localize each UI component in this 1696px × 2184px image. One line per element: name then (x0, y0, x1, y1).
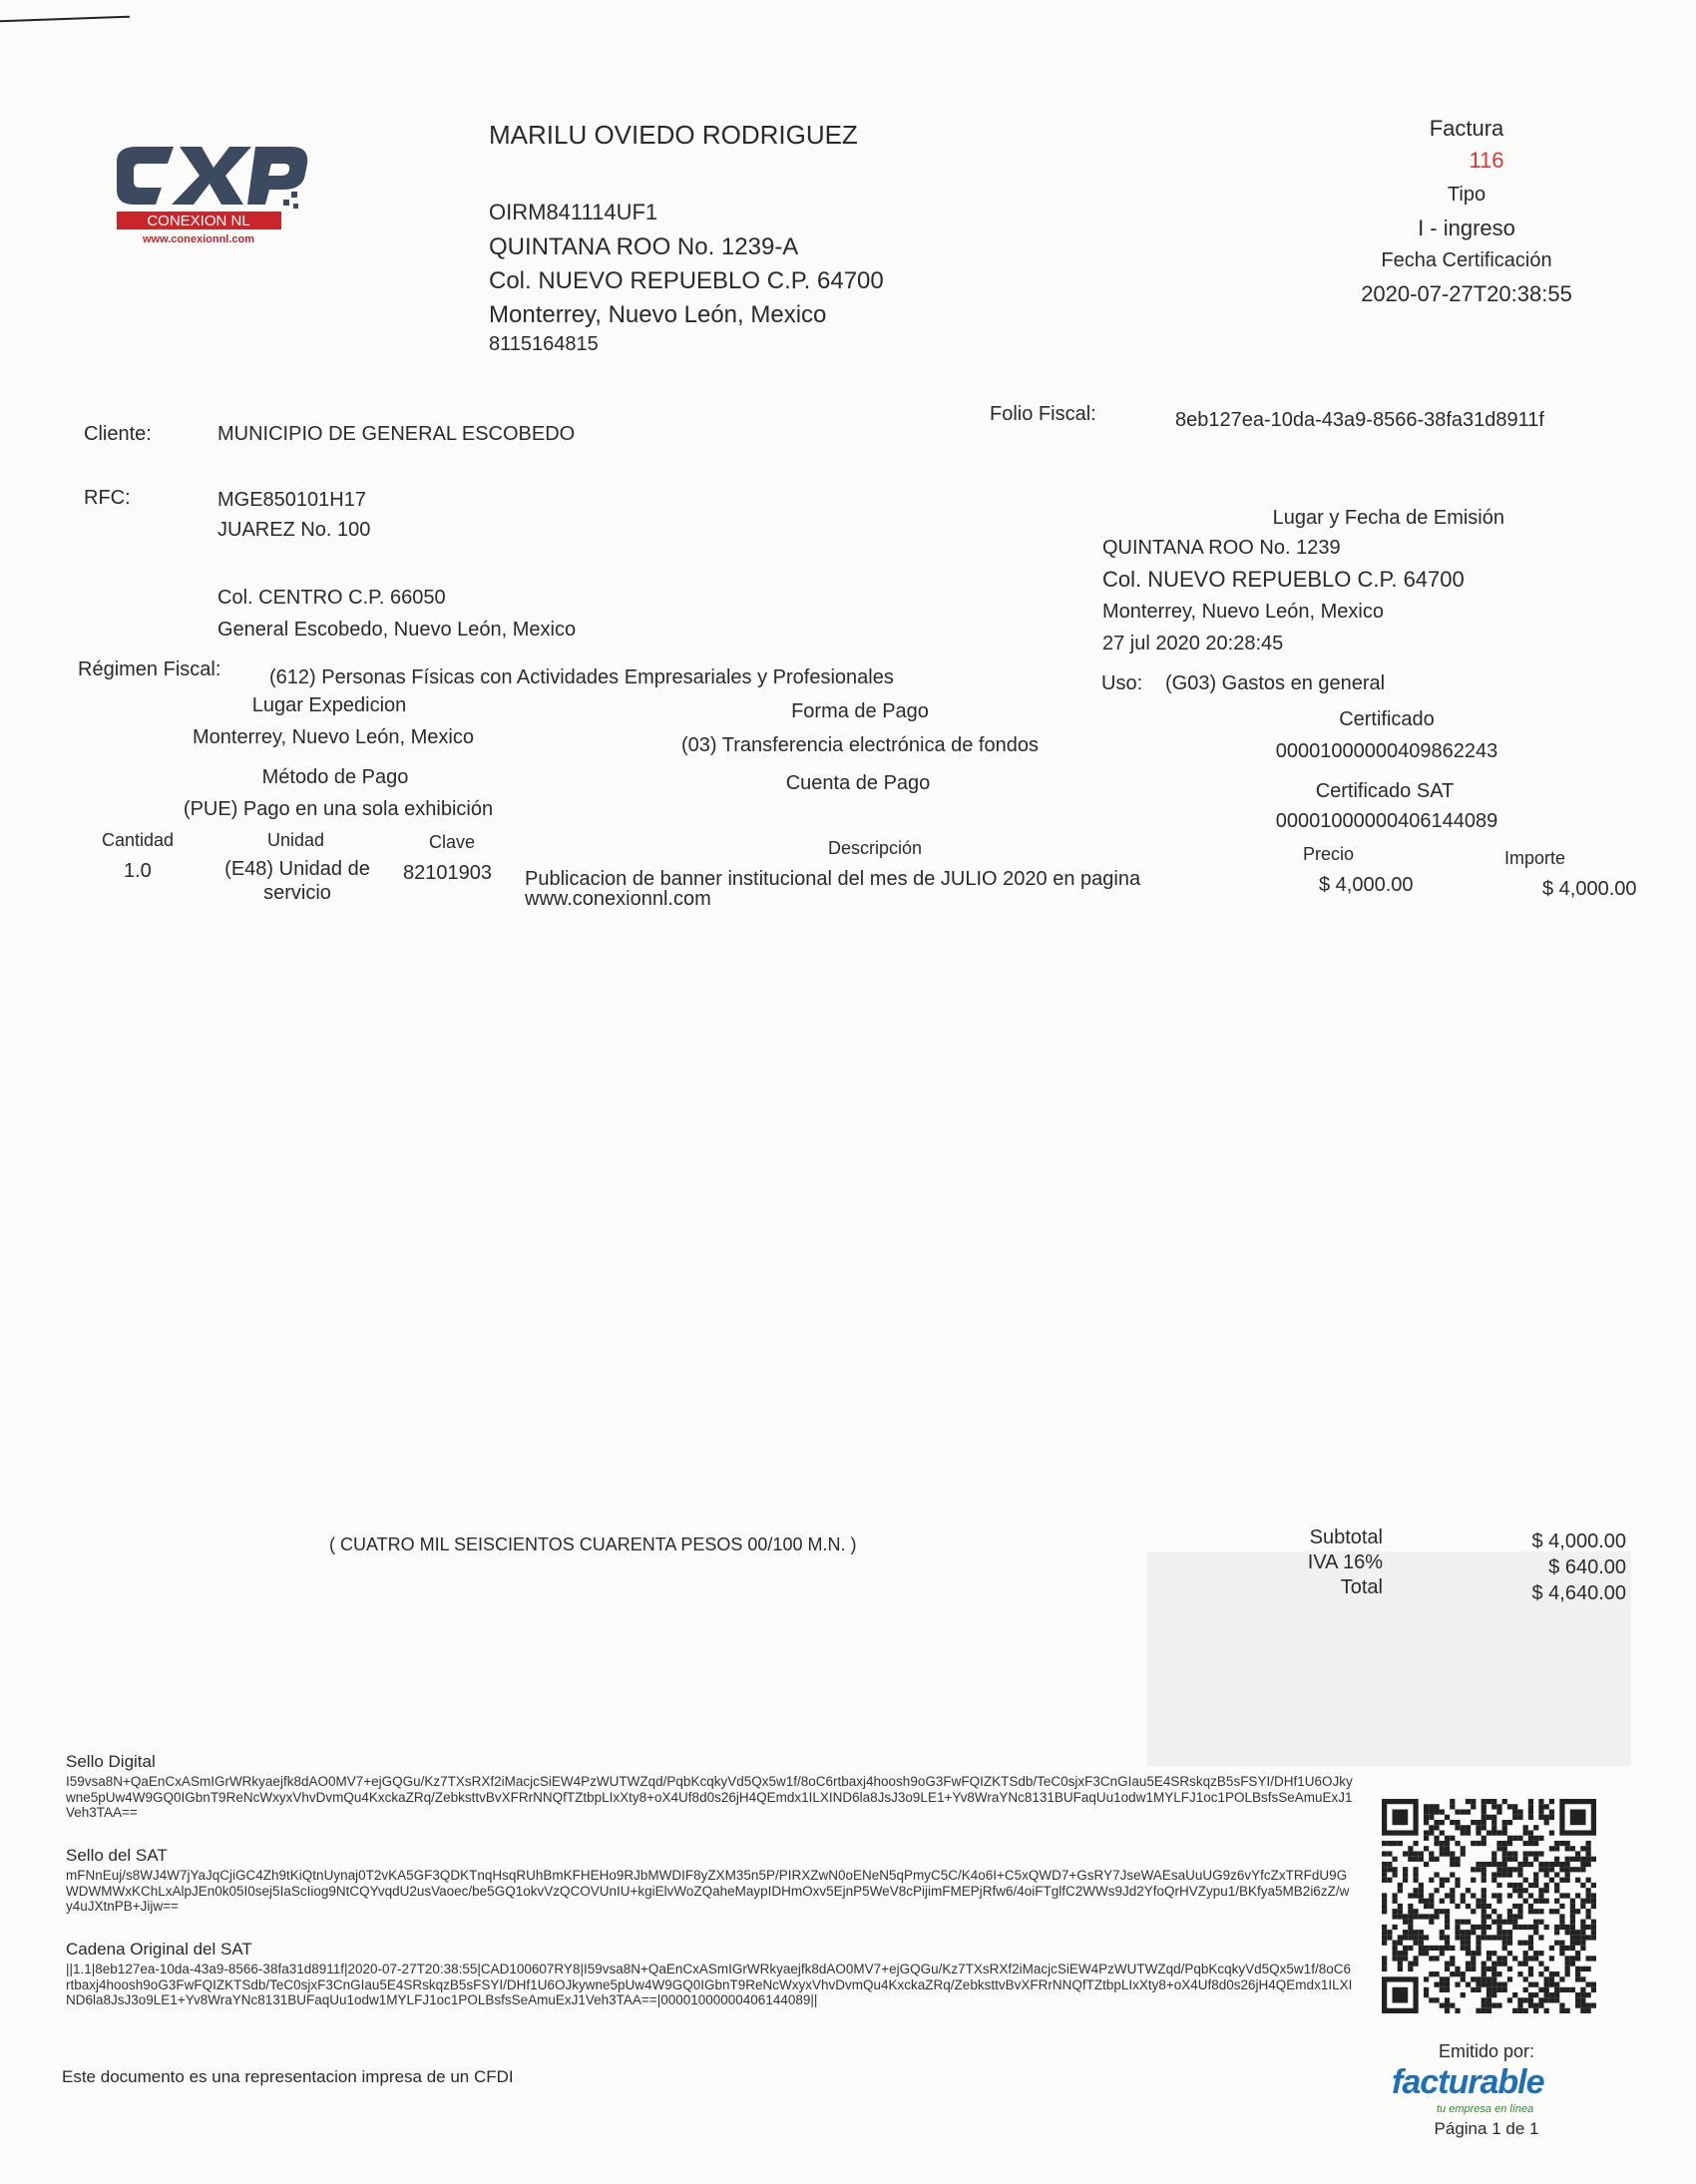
metodo-pago-label: Método de Pago (261, 766, 409, 788)
uso-value: (G03) Gastos en general (1165, 672, 1386, 694)
iva-label: IVA 16% (1307, 1551, 1383, 1573)
col-clave: Clave (429, 832, 476, 852)
emisor-rfc: OIRM841114UF1 (489, 200, 658, 224)
emision-city: Monterrey, Nuevo León, Mexico (1102, 601, 1384, 623)
regimen-label: Régimen Fiscal: (78, 658, 221, 680)
sello-sat-value: mFNnEuj/s8WJ4W7jYaJqCjiGC4Zh9tKiQtnUynaj0T2vKA5GF3QDKTnqHsqRUhBmKFHEHo9RJbMWDIF8yZXM35n5P/PIRXZwN0oENeN5qPmyC5C/K4o6I+C5xQWD7+GsRY7JseWAEsaUuUG9z6vYfcZxTRFdU9GWDWMWxKChLxAlpJEn0k05I0sej5IaScIiog9NtCQYvqdU2usVaoec/be5GQ1okvVzQCOVUnIU+kgiElvWoZQaheMaypIDHmOxv5EjnP5WeV8cPijimFMEPjRfw6/4oiFTglfC2WWs9Jd2YfoQrHVZypu1/BKfya5MB2i6zZ/wy4uJXtnPB+Jijw== (66, 1868, 1350, 1914)
emision-colony: Col. NUEVO REPUEBLO C.P. 64700 (1102, 567, 1465, 592)
rfc-label: RFC: (84, 487, 131, 509)
facturable-tagline: tu empresa en línea (1437, 2103, 1534, 2115)
row-importe: $ 4,000.00 (1542, 878, 1637, 900)
cliente-name: MUNICIPIO DE GENERAL ESCOBEDO (217, 423, 576, 445)
cuenta-pago-label: Cuenta de Pago (785, 772, 931, 794)
tipo-value: I - ingreso (1418, 216, 1515, 240)
subtotal-label: Subtotal (1309, 1527, 1383, 1548)
certificado-sat-value: 00001000000406144089 (1275, 810, 1498, 832)
emision-date: 27 jul 2020 20:28:45 (1102, 633, 1284, 655)
uso-label: Uso: (1101, 672, 1143, 694)
cliente-rfc: MGE850101H17 (217, 489, 366, 511)
row-cantidad: 1.0 (124, 860, 152, 882)
emisor-city: Monterrey, Nuevo León, Mexico (489, 301, 827, 328)
facturable-logo: facturable (1392, 2063, 1544, 2101)
subtotal-value: $ 4,000.00 (1531, 1530, 1626, 1552)
col-precio: Precio (1303, 844, 1355, 864)
total-words: ( CUATRO MIL SEISCIENTOS CUARENTA PESOS 00/100 M.N. ) (329, 1534, 857, 1554)
factura-label: Factura (1429, 116, 1504, 141)
sello-sat-label: Sello del SAT (66, 1846, 168, 1865)
cadena-value: ||1.1|8eb127ea-10da-43a9-8566-38fa31d8911f|2020-07-27T20:38:55|CAD100607RY8|I59vsa8N+QaEnCxASmIGrWRkyaejfk8dAO0MV7+ejGQGu/Kz7TXsRXf2iMacjcSiEW4PzWUTWZqd/PqbKcqkyVd5Qx5w1f/8oC6rtbaxj4hoosh9oG3FwFQIZKTSdb/TeC0sjxF3CnGIau5E4SRskqzB5sFSYI/DHf1U6OJkywne5pUw4W9GQ0IGbnT9ReNcWxyxVhvDvmQu4KxckaZRq/ZebksttvBvXFRrNNQfTZtbpLIxXty8+oX4Uf8d0s26jH4QEmdx1ILXIND6la8JsJ3o9LE1+Yv8WraYNc8131BUFaqUu1odw1MYLFJ1oc1POLBsfsSeAmuExJ1Veh3TAA==|00001000000406144089|| (66, 1962, 1353, 2007)
cxp-logo (112, 142, 311, 251)
forma-pago-value: (03) Transferencia electrónica de fondos (681, 734, 1039, 756)
lugar-exp-label: Lugar Expedicion (251, 694, 407, 716)
col-descripcion: Descripción (828, 838, 923, 858)
tipo-label: Tipo (1447, 184, 1486, 206)
row-unidad-line1: (E48) Unidad de (224, 858, 370, 880)
total-value: $ 4,640.00 (1531, 1582, 1626, 1604)
scan-mark (0, 16, 130, 23)
fecha-cert-label: Fecha Certificación (1381, 249, 1552, 271)
emision-street: QUINTANA ROO No. 1239 (1102, 537, 1341, 559)
certificado-label: Certificado (1339, 708, 1435, 730)
total-label: Total (1340, 1576, 1383, 1598)
emisor-colony: Col. NUEVO REPUEBLO C.P. 64700 (489, 267, 884, 294)
row-desc-line2: www.conexionnl.com (525, 888, 711, 910)
cadena-label: Cadena Original del SAT (66, 1940, 252, 1959)
col-cantidad: Cantidad (102, 830, 175, 850)
fecha-cert-value: 2020-07-27T20:38:55 (1361, 281, 1572, 306)
row-precio: $ 4,000.00 (1319, 874, 1414, 896)
emitido-label: Emitido por: (1438, 2041, 1535, 2061)
cliente-label: Cliente: (84, 423, 152, 445)
certificado-sat-label: Certificado SAT (1315, 780, 1455, 802)
row-desc-line1: Publicacion de banner institucional del mes de JULIO 2020 en pagina (525, 868, 1141, 890)
iva-value: $ 640.00 (1548, 1556, 1626, 1578)
cfdi-note: Este documento es una representacion impresa de un CFDI (62, 2067, 514, 2086)
row-unidad-line2: servicio (263, 882, 331, 904)
row-clave: 82101903 (403, 862, 492, 884)
forma-pago-label: Forma de Pago (791, 700, 929, 722)
folio-value: 8eb127ea-10da-43a9-8566-38fa31d8911f (1175, 409, 1544, 431)
cliente-colony: Col. CENTRO C.P. 66050 (217, 587, 446, 609)
cliente-street: JUAREZ No. 100 (217, 519, 371, 541)
col-importe: Importe (1504, 848, 1566, 868)
sello-digital-label: Sello Digital (66, 1752, 156, 1771)
col-unidad: Unidad (267, 830, 325, 850)
lugar-exp-value: Monterrey, Nuevo León, Mexico (193, 726, 474, 748)
logo-sub-text: CONEXION NL (147, 213, 250, 229)
metodo-pago-value: (PUE) Pago en una sola exhibición (183, 798, 494, 820)
emision-label: Lugar y Fecha de Emisión (1272, 507, 1504, 529)
emisor-street: QUINTANA ROO No. 1239-A (489, 233, 799, 260)
page-number: Página 1 de 1 (1434, 2119, 1539, 2138)
sello-digital-value: I59vsa8N+QaEnCxASmIGrWRkyaejfk8dAO0MV7+ejGQGu/Kz7TXsRXf2iMacjcSiEW4PzWUTWZqd/PqbKcqkyVd5Qx5w1f/8oC6rtbaxj4hoosh9oG3FwFQIZKTSdb/TeC0sjxF3CnGIau5E4SRskqzB5sFSYI/DHf1U6OJkywne5pUw4W9GQ0IGbnT9ReNcWxyxVhvDvmQu4KxckaZRq/ZebksttvBvXFRrNNQfTZtbpLIxXty8+oX4Uf8d0s26jH4QEmdx1ILXIND6la8JsJ3o9LE1+Yv8WraYNc8131BUFaqUu1odw1MYLFJ1oc1POLBsfsSeAmuExJ1Veh3TAA== (66, 1774, 1353, 1820)
qr-code (1382, 1799, 1596, 2013)
logo-url-text: www.conexionnl.com (142, 233, 255, 245)
emisor-phone: 8115164815 (489, 333, 599, 355)
cliente-city: General Escobedo, Nuevo León, Mexico (217, 619, 577, 641)
regimen-value: (612) Personas Físicas con Actividades Empresariales y Profesionales (269, 666, 894, 688)
certificado-value: 00001000000409862243 (1275, 740, 1498, 762)
factura-number: 116 (1469, 148, 1504, 173)
emisor-name: MARILU OVIEDO RODRIGUEZ (489, 120, 858, 150)
folio-label: Folio Fiscal: (990, 403, 1096, 425)
